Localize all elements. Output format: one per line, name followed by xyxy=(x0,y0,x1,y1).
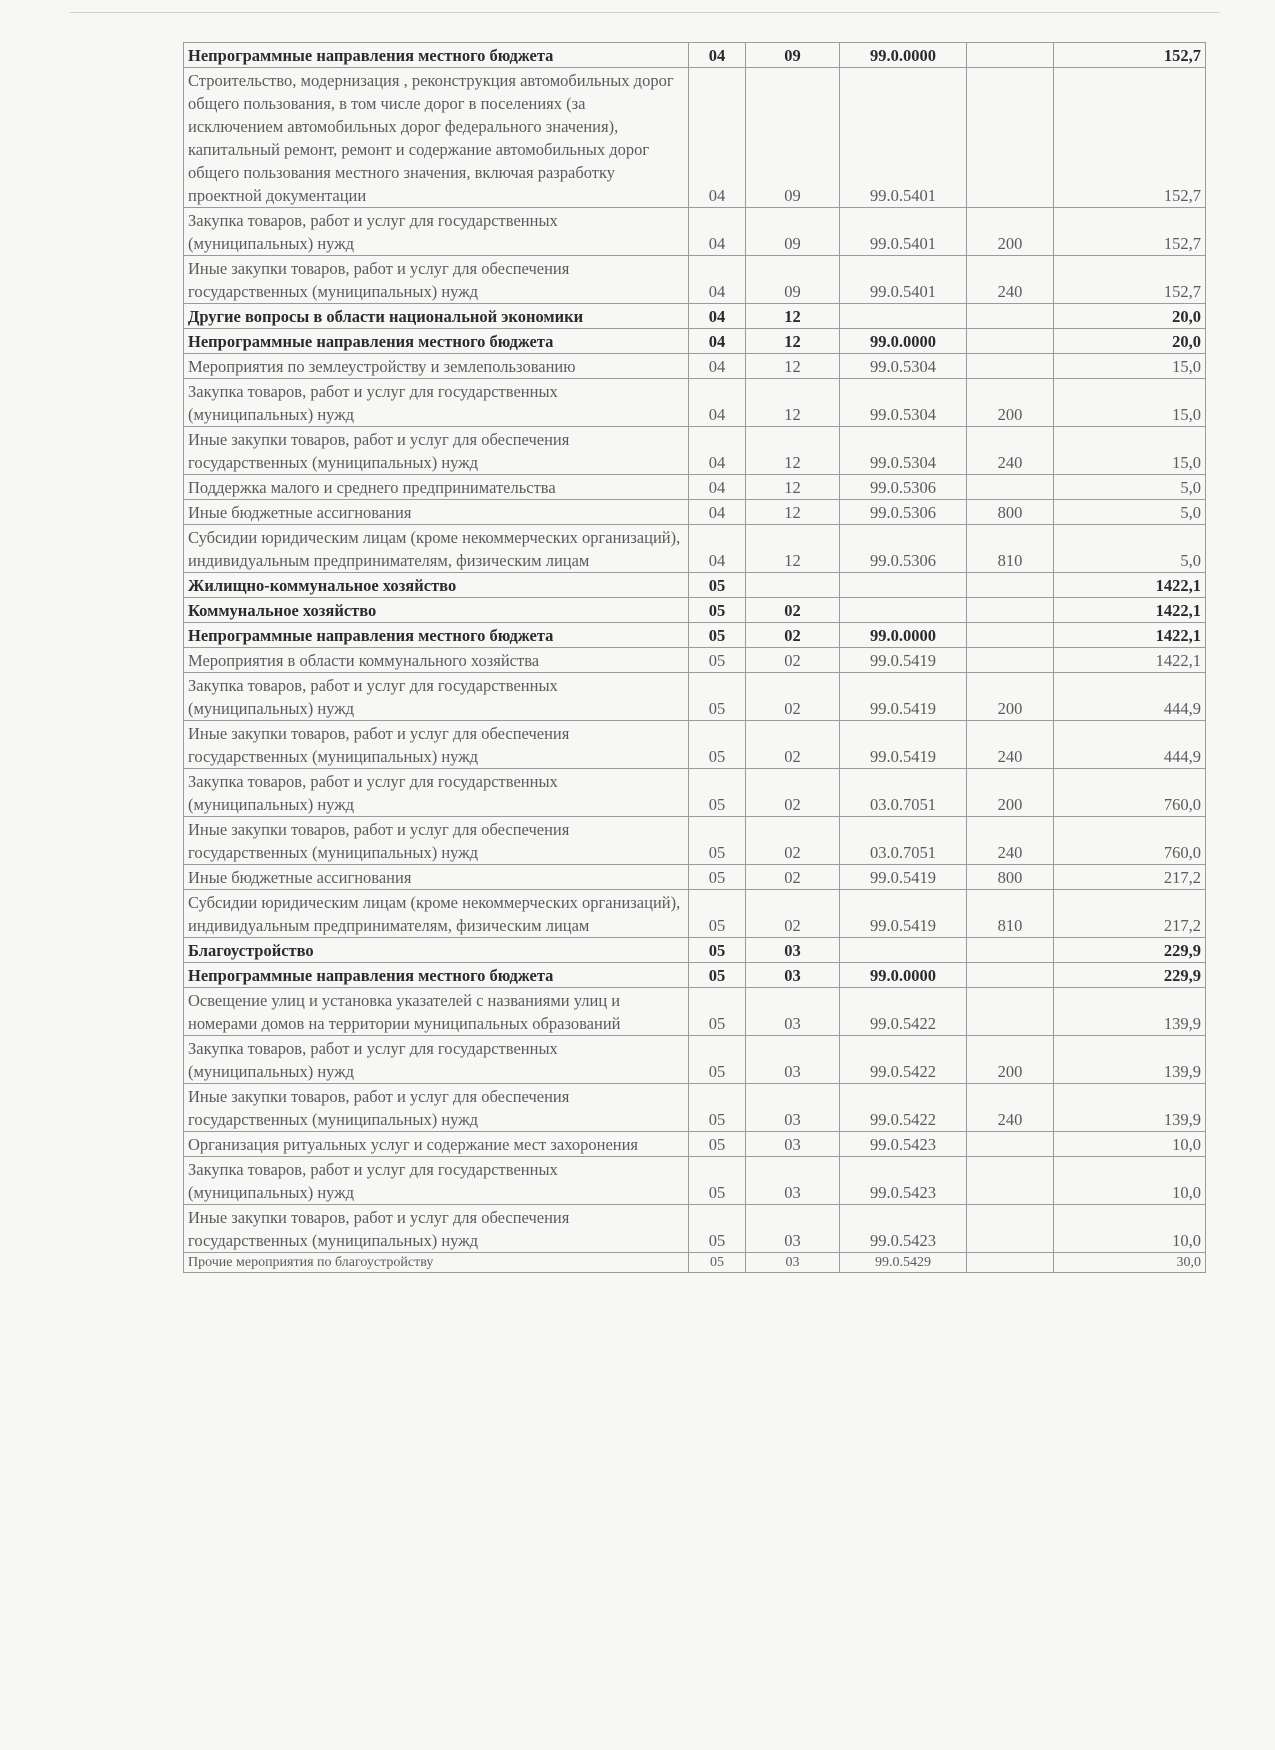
target-article-cell: 99.0.5304 xyxy=(840,379,967,427)
table-row xyxy=(184,68,1206,208)
table-row xyxy=(184,721,1206,769)
row-name-cell: Иные закупки товаров, работ и услуг для обеспечения государственных (муниципальных) нужд xyxy=(184,256,689,304)
expense-type-cell: 810 xyxy=(967,525,1054,573)
expense-type-cell xyxy=(967,475,1054,500)
row-name-cell: Закупка товаров, работ и услуг для государственных (муниципальных) нужд xyxy=(184,208,689,256)
row-name-cell: Закупка товаров, работ и услуг для государственных (муниципальных) нужд xyxy=(184,1036,689,1084)
expense-type-cell xyxy=(967,598,1054,623)
target-article-cell: 99.0.5304 xyxy=(840,354,967,379)
section-code-cell: 05 xyxy=(689,1132,746,1157)
row-name-cell: Иные бюджетные ассигнования xyxy=(184,865,689,890)
expense-type-cell: 200 xyxy=(967,1036,1054,1084)
section-code-cell: 05 xyxy=(689,988,746,1036)
amount-cell: 139,9 xyxy=(1054,1036,1206,1084)
target-article-cell: 99.0.0000 xyxy=(840,623,967,648)
target-article-cell: 99.0.5422 xyxy=(840,1084,967,1132)
subsection-code-cell xyxy=(746,573,840,598)
table-row xyxy=(184,673,1206,721)
subsection-code-cell: 03 xyxy=(746,988,840,1036)
table-row xyxy=(184,43,1206,68)
amount-cell: 152,7 xyxy=(1054,208,1206,256)
expense-type-cell: 200 xyxy=(967,673,1054,721)
target-article-cell: 99.0.5423 xyxy=(840,1157,967,1205)
section-code-cell: 05 xyxy=(689,1036,746,1084)
target-article-cell: 03.0.7051 xyxy=(840,817,967,865)
subsection-code-cell: 02 xyxy=(746,673,840,721)
row-name-cell: Закупка товаров, работ и услуг для государственных (муниципальных) нужд xyxy=(184,379,689,427)
amount-cell: 1422,1 xyxy=(1054,648,1206,673)
subsection-code-cell: 12 xyxy=(746,525,840,573)
expense-type-cell xyxy=(967,988,1054,1036)
amount-cell: 152,7 xyxy=(1054,256,1206,304)
amount-cell: 15,0 xyxy=(1054,379,1206,427)
section-code-cell: 04 xyxy=(689,329,746,354)
expense-type-cell: 200 xyxy=(967,208,1054,256)
table-row xyxy=(184,1132,1206,1157)
row-name-cell: Иные закупки товаров, работ и услуг для обеспечения государственных (муниципальных) нужд xyxy=(184,427,689,475)
subsection-code-cell: 02 xyxy=(746,598,840,623)
target-article-cell: 99.0.5423 xyxy=(840,1132,967,1157)
subsection-code-cell: 12 xyxy=(746,475,840,500)
table-row xyxy=(184,256,1206,304)
amount-cell: 1422,1 xyxy=(1054,573,1206,598)
table-row xyxy=(184,817,1206,865)
row-name-cell: Строительство, модернизация , реконструкция автомобильных дорог общего пользования, в том числе дорог в поселениях (за исключением автомобильных дорог федерального значения), капитальный ремонт, ремонт и содержание автомобильных дорог общего пользования местного значения, включая разработку проектной документации xyxy=(184,68,689,208)
expense-type-cell xyxy=(967,68,1054,208)
section-code-cell: 05 xyxy=(689,865,746,890)
table-row xyxy=(184,623,1206,648)
row-name-cell: Иные закупки товаров, работ и услуг для обеспечения государственных (муниципальных) нужд xyxy=(184,1205,689,1253)
subsection-code-cell: 03 xyxy=(746,1157,840,1205)
amount-cell: 10,0 xyxy=(1054,1132,1206,1157)
expense-type-cell xyxy=(967,43,1054,68)
amount-cell: 217,2 xyxy=(1054,890,1206,938)
amount-cell: 5,0 xyxy=(1054,500,1206,525)
target-article-cell: 99.0.5419 xyxy=(840,890,967,938)
section-code-cell: 04 xyxy=(689,304,746,329)
table-row xyxy=(184,1036,1206,1084)
subsection-code-cell: 12 xyxy=(746,500,840,525)
target-article-cell: 99.0.5419 xyxy=(840,673,967,721)
section-code-cell: 05 xyxy=(689,721,746,769)
table-row xyxy=(184,598,1206,623)
table-row xyxy=(184,573,1206,598)
table-row xyxy=(184,525,1206,573)
row-name-cell: Субсидии юридическим лицам (кроме некоммерческих организаций), индивидуальным предпринимателям, физическим лицам xyxy=(184,525,689,573)
amount-cell: 1422,1 xyxy=(1054,623,1206,648)
table-row xyxy=(184,1157,1206,1205)
amount-cell: 5,0 xyxy=(1054,525,1206,573)
target-article-cell: 99.0.5306 xyxy=(840,500,967,525)
target-article-cell: 99.0.0000 xyxy=(840,329,967,354)
expense-type-cell: 810 xyxy=(967,890,1054,938)
target-article-cell xyxy=(840,304,967,329)
expense-type-cell: 200 xyxy=(967,379,1054,427)
row-name-cell: Непрограммные направления местного бюджета xyxy=(184,963,689,988)
table-row xyxy=(184,865,1206,890)
amount-cell: 10,0 xyxy=(1054,1205,1206,1253)
row-name-cell: Жилищно-коммунальное хозяйство xyxy=(184,573,689,598)
section-code-cell: 05 xyxy=(689,1084,746,1132)
expense-type-cell xyxy=(967,1205,1054,1253)
section-code-cell: 04 xyxy=(689,43,746,68)
amount-cell: 152,7 xyxy=(1054,68,1206,208)
target-article-cell: 03.0.7051 xyxy=(840,769,967,817)
subsection-code-cell: 03 xyxy=(746,938,840,963)
table-row xyxy=(184,963,1206,988)
section-code-cell: 05 xyxy=(689,623,746,648)
amount-cell: 217,2 xyxy=(1054,865,1206,890)
subsection-code-cell: 12 xyxy=(746,304,840,329)
section-code-cell: 05 xyxy=(689,817,746,865)
row-name-cell: Закупка товаров, работ и услуг для государственных (муниципальных) нужд xyxy=(184,1157,689,1205)
target-article-cell: 99.0.5304 xyxy=(840,427,967,475)
target-article-cell: 99.0.5419 xyxy=(840,648,967,673)
table-row xyxy=(184,500,1206,525)
subsection-code-cell: 09 xyxy=(746,43,840,68)
section-code-cell: 04 xyxy=(689,525,746,573)
row-name-cell: Благоустройство xyxy=(184,938,689,963)
subsection-code-cell: 12 xyxy=(746,354,840,379)
subsection-code-cell: 12 xyxy=(746,379,840,427)
row-name-cell: Непрограммные направления местного бюджета xyxy=(184,623,689,648)
amount-cell: 444,9 xyxy=(1054,721,1206,769)
row-name-cell: Иные закупки товаров, работ и услуг для обеспечения государственных (муниципальных) нужд xyxy=(184,721,689,769)
amount-cell: 15,0 xyxy=(1054,354,1206,379)
target-article-cell: 99.0.5423 xyxy=(840,1205,967,1253)
amount-cell: 444,9 xyxy=(1054,673,1206,721)
budget-table-body xyxy=(184,43,1206,1273)
expense-type-cell: 240 xyxy=(967,1084,1054,1132)
target-article-cell xyxy=(840,938,967,963)
table-row xyxy=(184,648,1206,673)
target-article-cell: 99.0.5422 xyxy=(840,988,967,1036)
section-code-cell: 05 xyxy=(689,573,746,598)
table-row xyxy=(184,379,1206,427)
expense-type-cell xyxy=(967,354,1054,379)
subsection-code-cell: 02 xyxy=(746,769,840,817)
subsection-code-cell: 09 xyxy=(746,256,840,304)
row-name-cell: Организация ритуальных услуг и содержание мест захоронения xyxy=(184,1132,689,1157)
section-code-cell: 05 xyxy=(689,598,746,623)
section-code-cell: 05 xyxy=(689,1157,746,1205)
table-row xyxy=(184,1205,1206,1253)
amount-cell: 15,0 xyxy=(1054,427,1206,475)
section-code-cell: 04 xyxy=(689,354,746,379)
subsection-code-cell: 02 xyxy=(746,817,840,865)
amount-cell: 5,0 xyxy=(1054,475,1206,500)
table-row xyxy=(184,304,1206,329)
expense-type-cell xyxy=(967,648,1054,673)
expense-type-cell xyxy=(967,963,1054,988)
row-name-cell: Непрограммные направления местного бюджета xyxy=(184,329,689,354)
row-name-cell: Поддержка малого и среднего предпринимательства xyxy=(184,475,689,500)
row-name-cell: Закупка товаров, работ и услуг для государственных (муниципальных) нужд xyxy=(184,769,689,817)
table-row xyxy=(184,890,1206,938)
subsection-code-cell: 02 xyxy=(746,721,840,769)
row-name-cell: Коммунальное хозяйство xyxy=(184,598,689,623)
amount-cell: 20,0 xyxy=(1054,329,1206,354)
row-name-cell: Субсидии юридическим лицам (кроме некоммерческих организаций), индивидуальным предпринимателям, физическим лицам xyxy=(184,890,689,938)
section-code-cell: 05 xyxy=(689,938,746,963)
scan-edge-line xyxy=(70,12,1220,13)
expense-type-cell xyxy=(967,573,1054,598)
row-name-cell: Другие вопросы в области национальной экономики xyxy=(184,304,689,329)
subsection-code-cell: 03 xyxy=(746,1205,840,1253)
subsection-code-cell: 02 xyxy=(746,623,840,648)
expense-type-cell: 240 xyxy=(967,817,1054,865)
section-code-cell: 04 xyxy=(689,68,746,208)
row-name-cell: Мероприятия в области коммунального хозяйства xyxy=(184,648,689,673)
section-code-cell: 05 xyxy=(689,769,746,817)
table-row xyxy=(184,427,1206,475)
budget-table xyxy=(183,42,1206,1273)
subsection-code-cell: 02 xyxy=(746,648,840,673)
table-row xyxy=(184,329,1206,354)
subsection-code-cell: 03 xyxy=(746,1036,840,1084)
section-code-cell: 04 xyxy=(689,500,746,525)
target-article-cell: 99.0.5419 xyxy=(840,865,967,890)
section-code-cell: 04 xyxy=(689,256,746,304)
amount-cell: 760,0 xyxy=(1054,769,1206,817)
amount-cell: 152,7 xyxy=(1054,43,1206,68)
row-name-cell: Иные бюджетные ассигнования xyxy=(184,500,689,525)
table-row xyxy=(184,988,1206,1036)
target-article-cell: 99.0.5306 xyxy=(840,475,967,500)
table-row xyxy=(184,1253,1206,1273)
amount-cell: 20,0 xyxy=(1054,304,1206,329)
subsection-code-cell: 12 xyxy=(746,329,840,354)
subsection-code-cell: 12 xyxy=(746,427,840,475)
amount-cell: 1422,1 xyxy=(1054,598,1206,623)
section-code-cell: 05 xyxy=(689,963,746,988)
row-name-cell: Мероприятия по землеустройству и землепользованию xyxy=(184,354,689,379)
expense-type-cell xyxy=(967,1157,1054,1205)
subsection-code-cell: 03 xyxy=(746,1132,840,1157)
amount-cell: 139,9 xyxy=(1054,1084,1206,1132)
section-code-cell: 04 xyxy=(689,208,746,256)
target-article-cell: 99.0.5401 xyxy=(840,208,967,256)
subsection-code-cell: 09 xyxy=(746,68,840,208)
expense-type-cell: 800 xyxy=(967,500,1054,525)
section-code-cell: 05 xyxy=(689,1253,746,1273)
table-row xyxy=(184,769,1206,817)
expense-type-cell xyxy=(967,623,1054,648)
subsection-code-cell: 02 xyxy=(746,890,840,938)
table-row xyxy=(184,475,1206,500)
section-code-cell: 05 xyxy=(689,1205,746,1253)
section-code-cell: 04 xyxy=(689,475,746,500)
target-article-cell: 99.0.0000 xyxy=(840,963,967,988)
row-name-cell: Иные закупки товаров, работ и услуг для обеспечения государственных (муниципальных) нужд xyxy=(184,1084,689,1132)
amount-cell: 30,0 xyxy=(1054,1253,1206,1273)
expense-type-cell xyxy=(967,304,1054,329)
expense-type-cell: 200 xyxy=(967,769,1054,817)
table-row xyxy=(184,938,1206,963)
target-article-cell xyxy=(840,573,967,598)
subsection-code-cell: 09 xyxy=(746,208,840,256)
row-name-cell: Прочие мероприятия по благоустройству xyxy=(184,1253,689,1273)
section-code-cell: 04 xyxy=(689,427,746,475)
expense-type-cell xyxy=(967,1253,1054,1273)
subsection-code-cell: 03 xyxy=(746,1253,840,1273)
expense-type-cell: 240 xyxy=(967,256,1054,304)
target-article-cell: 99.0.5422 xyxy=(840,1036,967,1084)
amount-cell: 229,9 xyxy=(1054,963,1206,988)
amount-cell: 139,9 xyxy=(1054,988,1206,1036)
expense-type-cell: 240 xyxy=(967,721,1054,769)
target-article-cell: 99.0.5306 xyxy=(840,525,967,573)
expense-type-cell xyxy=(967,1132,1054,1157)
table-row xyxy=(184,208,1206,256)
section-code-cell: 05 xyxy=(689,648,746,673)
target-article-cell: 99.0.5419 xyxy=(840,721,967,769)
expense-type-cell xyxy=(967,938,1054,963)
amount-cell: 760,0 xyxy=(1054,817,1206,865)
target-article-cell: 99.0.5429 xyxy=(840,1253,967,1273)
expense-type-cell xyxy=(967,329,1054,354)
row-name-cell: Непрограммные направления местного бюджета xyxy=(184,43,689,68)
expense-type-cell: 800 xyxy=(967,865,1054,890)
amount-cell: 10,0 xyxy=(1054,1157,1206,1205)
section-code-cell: 05 xyxy=(689,673,746,721)
target-article-cell: 99.0.0000 xyxy=(840,43,967,68)
table-row xyxy=(184,354,1206,379)
target-article-cell: 99.0.5401 xyxy=(840,68,967,208)
target-article-cell xyxy=(840,598,967,623)
table-row xyxy=(184,1084,1206,1132)
row-name-cell: Иные закупки товаров, работ и услуг для обеспечения государственных (муниципальных) нужд xyxy=(184,817,689,865)
subsection-code-cell: 02 xyxy=(746,865,840,890)
row-name-cell: Освещение улиц и установка указателей с названиями улиц и номерами домов на территории муниципальных образований xyxy=(184,988,689,1036)
section-code-cell: 05 xyxy=(689,890,746,938)
target-article-cell: 99.0.5401 xyxy=(840,256,967,304)
row-name-cell: Закупка товаров, работ и услуг для государственных (муниципальных) нужд xyxy=(184,673,689,721)
subsection-code-cell: 03 xyxy=(746,963,840,988)
subsection-code-cell: 03 xyxy=(746,1084,840,1132)
section-code-cell: 04 xyxy=(689,379,746,427)
expense-type-cell: 240 xyxy=(967,427,1054,475)
amount-cell: 229,9 xyxy=(1054,938,1206,963)
